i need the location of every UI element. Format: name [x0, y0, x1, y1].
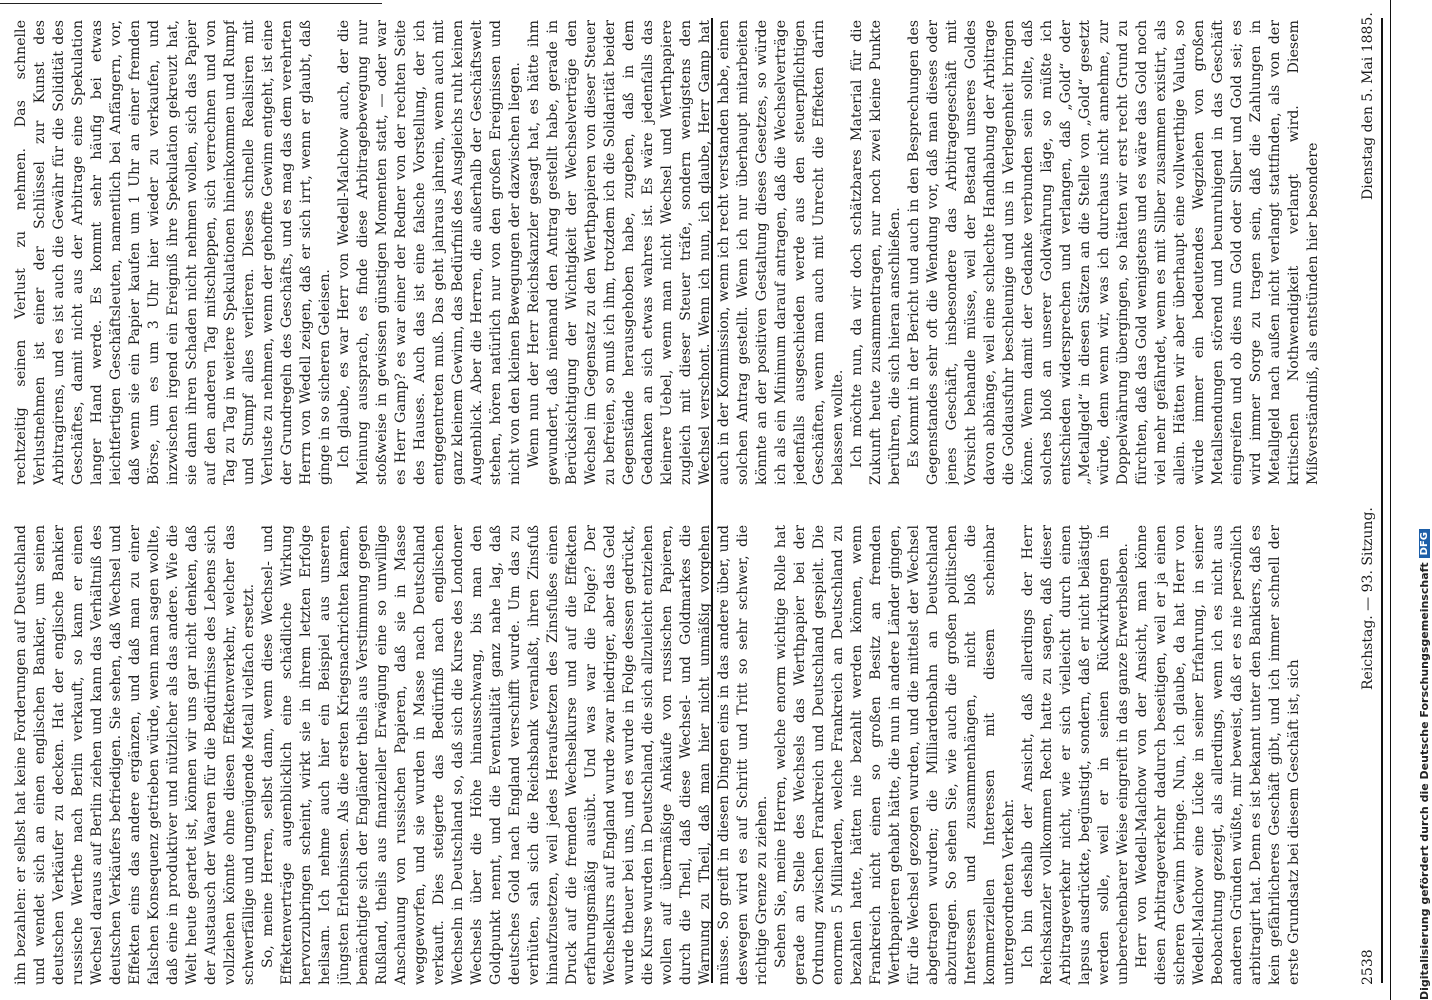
- dfg-notice: Digitalisierung gefördert durch die Deutsche Forschungsgemeinschaft: [1418, 562, 1431, 1000]
- paragraph: Ich glaube, es war Herr von Wedell-Malchow auch, der die Meinung aussprach, es finde diese Arbitragebewegung nur stoßweise in gewissen günstigen Momenten statt, — oder war es Herr Gamp? es war einer der Redner von der rechten Seite des Hauses. Auch das ist eine falsche Vorstellung, der ich entgegentreten muß. Das geht jahraus jahrein, wenn auch mit ganz kleinem Gewinn, das Bedürfniß des Ausgleichs ruht keinen Augenblick. Aber die Herren, die außerhalb der Geschäftswelt stehen, hören natürlich nur von den großen Ereignissen und nicht von den kleinen Bewegungen der dazwischen liegen.: [336, 20, 523, 485]
- paragraph: Wenn nun der Herr Reichskanzler gesagt hat, es hätte ihm gewundert, daß niemand den Antrag gestellt habe, gerade in Berücksichtigung der Wichtigkeit der Wechselverträge den Wechsel im Gegensatz zu den Werthpapieren von dieser Steuer zu befreien, so muß ich ihm, trotzdem ich die Solidarität beider Gegenstände herausgehoben habe, zugeben, daß in dem Gedanken an sich etwas wahres ist. Es wäre jedenfalls das kleinere Uebel, wenn man nicht Wechsel und Werthpapiere zugleich mit dieser Steuer träfe, sondern wenigstens den Wechsel verschont. Wenn ich nun, ich glaube, Herr Gamp hat auch in der Kommission, wenn ich recht verstanden habe, einen solchen Antrag gestellt. Wenn ich nur überhaupt mitarbeiten könnte an der positiven Gestaltung dieses Gesetzes, so würde ich als ein Minimum darauf antragen, daß die Wechselverträge jedenfalls ausgeschieden werde aus den steuerpflichtigen Geschäften, wenn man auch mit Unrecht die Effekten darin belassen wollte.: [526, 20, 846, 485]
- paragraph: Herr von Wedell-Malchow von der Ansicht, man könne diesen Arbitrageverkehr dadurch beseitigen, weil er ja einen sicheren Gewinn bringe. Nun, ich glaube, da hat Herr von Wedell-Malchow eine Lücke in seiner Erfahrung, in seiner Beobachtung gezeigt, als allerdings, wenn ich es nicht aus anderen Gründen wüßte, mir beweist, daß er es nie persönlich arbitragirt hat. Denn es ist bekannt unter den Bankiers, daß es kein gefährlicheres Geschäft gibt, und ich immer schnell der erste Grundsatz bei diesem Geschäft ist, sich: [1134, 525, 1302, 985]
- session-title: Reichstag. — 93. Sitzung.: [1360, 507, 1376, 690]
- paragraph: Es kommt in der Bericht und auch in den Besprechungen des Gegenstandes sehr oft die Wendung vor, daß man dieses oder jenes Geschäft, insbesondere das Arbitragegeschäft mit Vorsicht behandle müsse, weil der Bestand unseres Goldes davon abhänge, weil eine schlechte Handhabung der Arbitrage die Goldausfuhr beschleunige und uns in Verlegenheit bringen könne. Wenn damit der Gedanke verbunden sein sollte, daß solches bloß an unserer Goldwährung läge, so müßte ich entschieden widersprechen und verlangen, daß „Gold“ oder „Metallgeld“ in diesen Sätzen an die Stelle von „Gold“ gesetzt würde, denn wenn wir, was ich durchaus nicht annehme, zur Doppelwährung übergingen, so hätten wir erst recht Grund zu fürchten, daß das Gold wenigstens und es wäre das Gold noch viel mehr gefährdet, wenn es mit Silber zusammen existirt, als allein. Hätten wir aber überhaupt eine vollwerthige Valuta, so würde immer ein bedeutendes Wegziehen von großen Metallsendungen störend und beunruhigend in das Geschäft eingreifen und ob dies nun Gold oder Silber und Gold sei; es wird immer Sorge zu tragen sein, daß die Zahlungen in Metallgeld nach außen nicht verlangt stattfinden, als von der kritischen Nothwendigkeit verlangt wird. Diesem Mißverständniß, als entstünden hier besondere: [906, 20, 1321, 485]
- paragraph: So, meine Herren, selbst dann, wenn diese Wechsel- und Effektenverträge augenblicklich eine schädliche Wirkung hervorzubringen scheint, wirkt sie in ihrem letzten Erfolge heilsam. Ich nehme auch hier ein Beispiel aus unseren jüngsten Erlebnissen. Als die ersten Kriegsnachrichten kamen, bemächtigte sich der Engländer theils aus Verstimmung gegen Rußland, theils aus finanzieller Erwägung eine so unwillige Anschauung von russischen Papieren, daß sie in Masse weggeworfen, und sie wurden in Masse nach Deutschland verkauft. Dies steigerte das Bedürfniß nach englischen Wechseln in Deutschland so, daß sich die Kurse des Londoner Wechsels über die Höhe hinausschwang, bis man den Goldpunkt nennt, und die Eventualität ganz nahe lag, daß deutsches Gold nach England verschifft wurde. Um das zu verhüten, sah sich die Reichsbank veranlaßt, ihren Zinsfuß hinaufzusetzen, weil jedes Heraufsetzen des Zinsfußes einen Druck auf die fremden Wechselkurse und auf die Effekten erfahrungsmäßig ausübt. Und was war die Folge? Der Wechselkurs auf England wurde zwar niedriger, aber das Geld wurde theuer bei uns, und es wurde in Folge dessen gedrückt, die Kurse wurden in Deutschland, die sich allzuleicht entziehen wollen auf übermäßige Ankäufe von russischen Papieren, durch die Theil, daß diese Wechsel- und Goldmarkes die Warnung zu Theil, daß man hier nicht unmäßig vorgehen müsse. So greift in diesen Dingen eins in das andere über, und deswegen wird es auf Schritt und Tritt so sehr schwer, die richtige Grenze zu ziehen.: [260, 525, 770, 985]
- paragraph: rechtzeitig seinen Verlust zu nehmen. Das schnelle Verlustnehmen ist einer der Schlüssel zur Kunst des Arbitragirens, und es ist auch die Gewähr für die Solidität des Geschäftes, damit nicht aus der Arbitrage eine Spekulation langer Hand werde. Es kommt sehr häufig bei etwas leichtfertigen Geschäftsleuten, namentlich bei Anfängern, vor, daß wenn sie ein Papier kaufen um 1 Uhr an einer fremden Börse, um es um 3 Uhr hier wieder zu verkaufen, und inzwischen irgend ein Ereigniß ihre Spekulation gekreuzt hat, sie dann ihren Schaden nicht nehmen wollen, sich das Papier auf den anderen Tag mitschleppen, sich verrechnen und von Tag zu Tag in weitere Spekulationen hineinkommen und Rumpf und Stumpf alles verlieren. Dieses schnelle Realisiren mit Verluste zu nehmen, wenn der gehoffte Gewinn entgeht, ist eine der Grundregeln des Geschäfts, und es mag das dem verehrten Herrn von Wedell zeigen, daß er sich irrt, wenn er glaubt, daß ginge in so sicheren Geleisen.: [13, 20, 333, 485]
- paragraph: ihn bezahlen: er selbst hat keine Forderungen auf Deutschland und wendet sich an einen englischen Bankier, um seinen deutschen Verkäufer zu decken. Hat der englische Bankier russische Werthe nach Berlin verkauft, so kann er einen Wechsel daraus auf Berlin ziehen und kann das Verhältniß des deutschen Verkäufers befriedigen. Sie sehen, daß Wechsel und Effekten eins das andere ergänzen, und daß man zu einer falschen Konsequenz getrieben würde, wenn man sagen wollte, daß eine in produktiver und nützlicher als das andere. Wie die Welt heute geartet ist, können wir uns gar nicht denken, daß der Austausch der Waaren für die Bedürfnisse des Lebens sich vollziehen könnte ohne diesen Effektenverkehr, welcher das schwerfällige und ungenügende Metall vielfach ersetzt.: [13, 525, 257, 985]
- dfg-footer: [1418, 529, 1431, 1000]
- dfg-logo: DFG: [1419, 529, 1430, 558]
- column-left: [12, 525, 1342, 985]
- column-right: [12, 20, 1342, 485]
- page-number: 2538: [1360, 949, 1376, 985]
- running-header: [1350, 0, 1391, 1000]
- session-date: Dienstag den 5. Mai 1885.: [1360, 12, 1376, 200]
- paragraph: Ich möchte nun, da wir doch schätzbares Material für die Zukunft heute zusammentragen, nur noch zwei kleine Punkte berühren, die sich hieran anschließen.: [849, 20, 903, 485]
- paragraph: Sehen Sie, meine Herren, welche enorm wichtige Rolle hat gerade an Stelle des Wechsels das Werthpapier bei der Ordnung zwischen Frankreich und Deutschland gespielt. Die enormen 5 Milliarden, welche Frankreich an Deutschland zu bezahlen hatte, hätten nie bezahlt werden können, wenn Frankreich nicht einen so großen Besitz an fremden Werthpapieren gehabt hätte, die nun in andere Länder gingen, für die Wechsel gezogen wurden, und die mittelst der Wechsel abgetragen wurden; die Milliardenbahn an Deutschland abzutragen. So sehen Sie, wie auch die großen politischen Interessen und zusammenhängen, nicht bloß die kommerziellen Interessen mit diesem scheinbar untergeordneten Verkehr.: [773, 525, 1017, 985]
- paragraph: Ich bin deshalb der Ansicht, daß allerdings der Herr Reichskanzler vollkommen Recht hatte zu sagen, daß dieser Arbitrageverkehr nicht, wie er sich vielleicht durch einen lapsus ausdrückte, begünstigt, sondern, daß er nicht belästigt werden solle, weil er in seinen Rückwirkungen in unberechenbarer Weise eingreift in das ganze Erwerbsleben.: [1020, 525, 1131, 985]
